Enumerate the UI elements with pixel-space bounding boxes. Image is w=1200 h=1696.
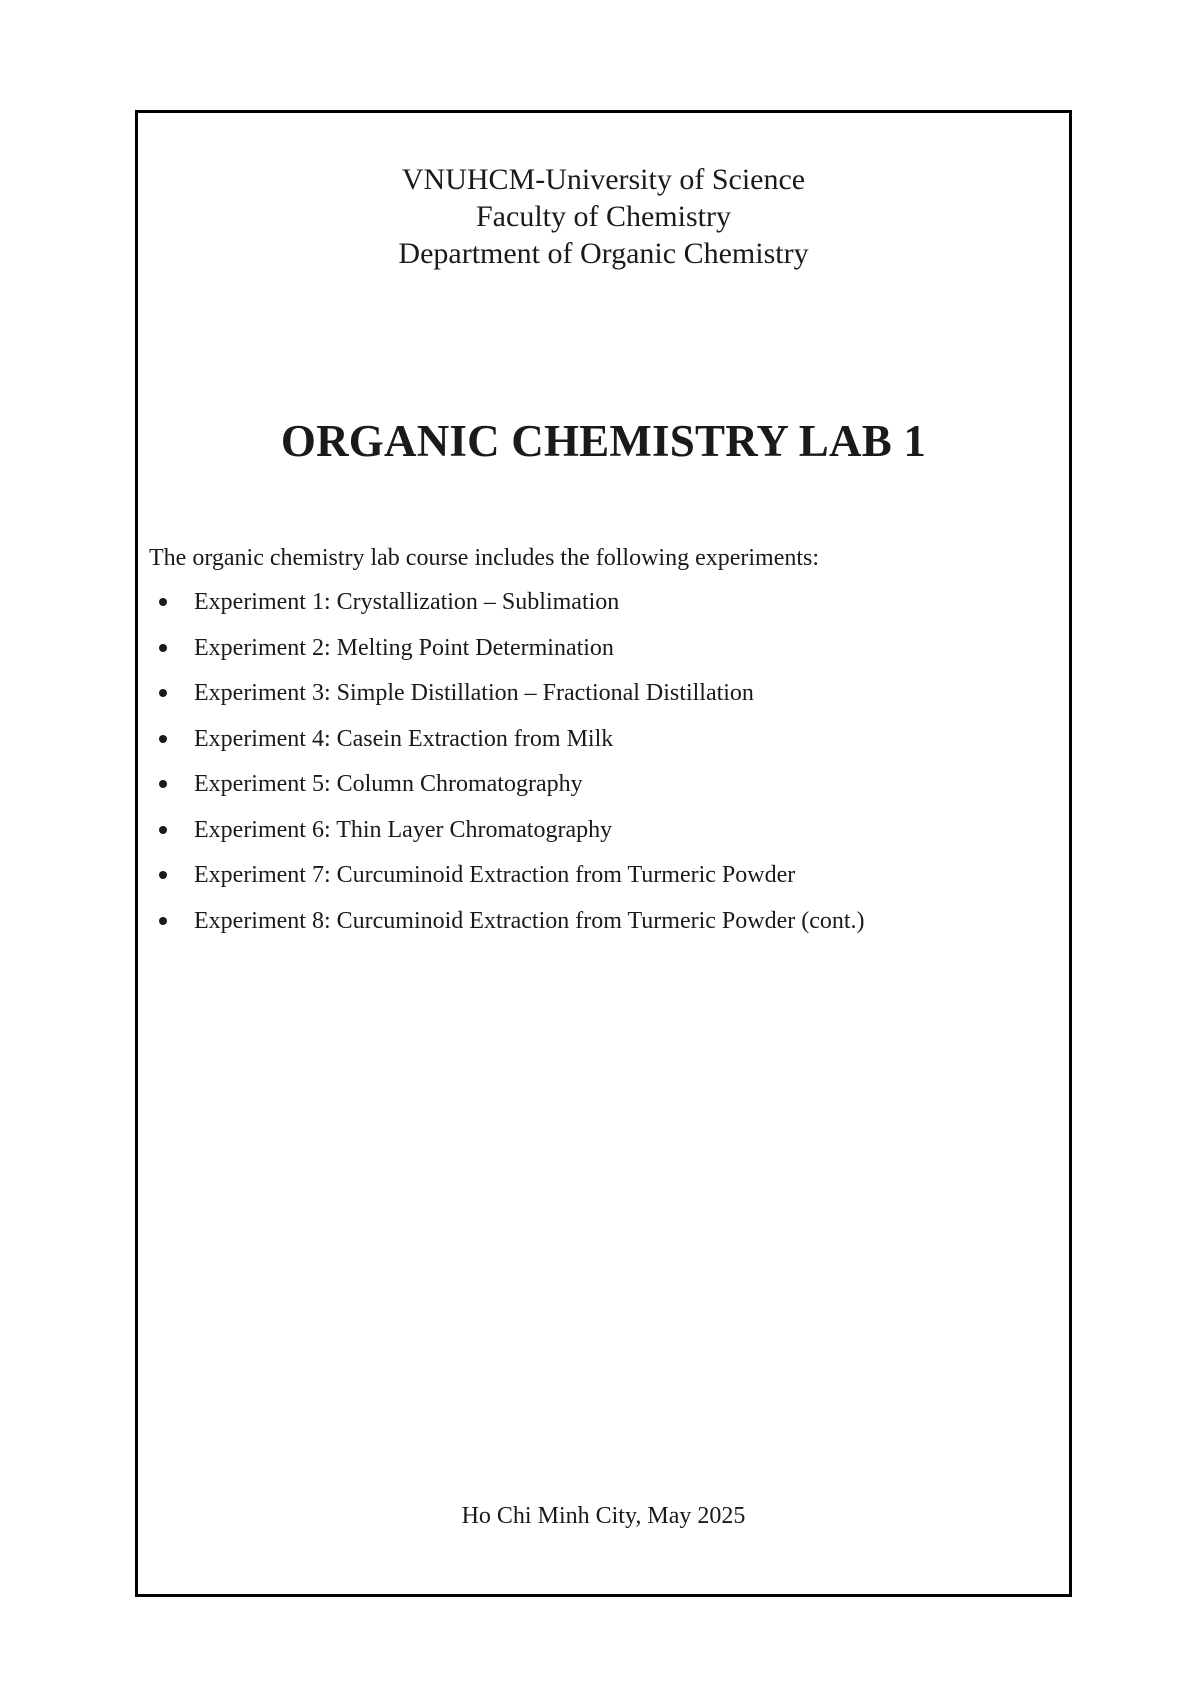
list-item (138, 678, 865, 724)
list-item (138, 906, 865, 952)
bullet-icon (159, 598, 167, 606)
bullet-icon (159, 780, 167, 788)
university-name: VNUHCM-University of Science (401, 163, 806, 196)
list-item (138, 587, 865, 633)
bullet-icon (159, 644, 167, 652)
faculty-name: Faculty of Chemistry (476, 200, 731, 233)
bullet-icon (159, 917, 167, 925)
experiment-list (138, 587, 865, 951)
bullet-icon (159, 735, 167, 743)
cover-page-frame (135, 110, 1072, 1597)
experiment-label: Experiment 2: Melting Point Determination (194, 634, 614, 661)
experiment-label: Experiment 1: Crystallization – Sublimation (194, 589, 620, 615)
experiment-label: Experiment 8: Curcuminoid Extraction from Turmeric Powder (cont.) (194, 907, 865, 934)
place-date: Ho Chi Minh City, May 2025 (461, 1503, 746, 1529)
list-item (138, 724, 865, 770)
bullet-icon (159, 689, 167, 697)
bullet-icon (159, 871, 167, 879)
intro-text: The organic chemistry lab course includes the following experiments: (149, 545, 820, 571)
department-name: Department of Organic Chemistry (398, 237, 809, 270)
experiment-label: Experiment 6: Thin Layer Chromatography (194, 816, 613, 843)
experiment-label: Experiment 7: Curcuminoid Extraction from Turmeric Powder (194, 862, 796, 888)
list-item (138, 815, 865, 861)
experiment-label: Experiment 3: Simple Distillation – Fractional Distillation (194, 680, 754, 706)
institution-header (138, 161, 1069, 272)
document-title: ORGANIC CHEMISTRY LAB 1 (280, 416, 927, 466)
experiment-label: Experiment 4: Casein Extraction from Milk (194, 725, 614, 752)
bullet-icon (159, 826, 167, 834)
list-item (138, 769, 865, 815)
list-item (138, 860, 865, 906)
list-item (138, 633, 865, 679)
experiment-label: Experiment 5: Column Chromatography (194, 771, 583, 797)
